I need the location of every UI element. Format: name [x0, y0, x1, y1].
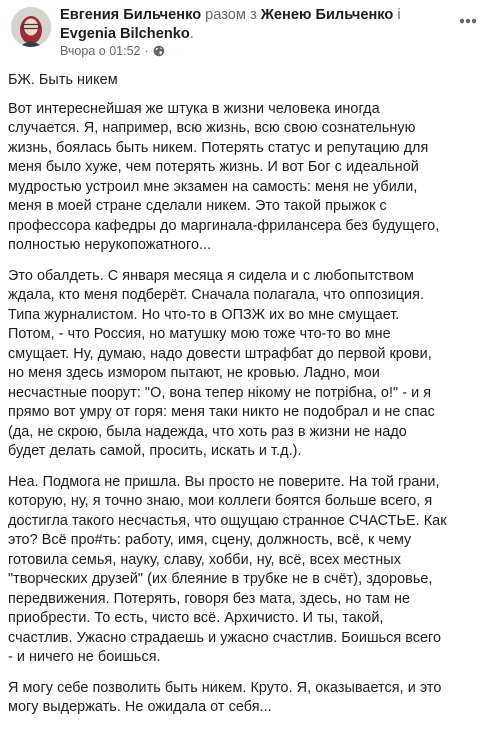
author-tertiary-link[interactable]: Evgenia Bilchenko [60, 26, 190, 42]
post-paragraph-2: Это обалдеть. С января месяца я сидела и с любопытством ждала, кто меня подберёт. Сначала полагала, что оппозиция. Типа журналистом. Но что-то в ОПЗЖ их во мне смущает. Потом, - что Россия, но матушку мою тоже что-то во мне смущает. Ну, думаю, надо довести штрафбат до первой крови, но меня здесь измором пытают, не кровью. Ладно, мои несчастные поорут: "О, вона тепер нікому не потрібна, о!" - и я прямо вот умру от горя: меня таки никто не подобрал и не спас (да, не скрою, была надежда, что хоть раз в жизни не надо будет делать самой, просить, искать и т.д.). [8, 267, 435, 459]
more-options-button[interactable] [455, 11, 481, 31]
post-paragraph-1: Вот интереснейшая же штука в жизни человека иногда случается. Я, например, всю жизнь, всю свою сознательную жизнь, боялась быть никем. Потерять статус и репутацию для меня было хуже, чем потерять жизнь. И вот Бог с идеальной мудростью устроил мне экзамен на самость: меня не убили, меня в моей стране сделали никем. Это такой прыжок с профессора кафедры до маргинала-фрилансера без будущего, полностью нерукопожатного... [8, 100, 440, 253]
author-primary-link[interactable]: Евгения Бильченко [60, 7, 202, 23]
author-avatar[interactable] [11, 7, 51, 47]
author-line [60, 6, 450, 44]
with-text: разом з [201, 7, 261, 23]
more-options-icon [455, 11, 481, 31]
meta-separator: · [144, 44, 149, 58]
avatar-image [11, 7, 51, 47]
post-header [8, 5, 483, 59]
globe-icon[interactable] [153, 45, 165, 57]
post-timestamp[interactable]: Вчора о 01:52 [60, 44, 141, 58]
post-paragraph-3: Неа. Подмога не пришла. Вы просто не поверите. На той грани, которую, ну, я точно знаю, мои коллеги боятся больше всего, я достигла такого несчастья, что ощущаю странное СЧАСТЬЕ. Как это? Всё про#ть: работу, имя, сцену, должность, всё, к чему готовила семья, науку, славу, хобби, ну, всё, всех местных "творческих друзей" (их блеяние в трубке не в счёт), здоровье, передвижения. Потерять, говоря без мата, здесь, но там не приобрести. То есть, чисто всё. Архичисто. И ты, такой, счастлив. Ужасно страдаешь и ужасно счастлив. Боишься всего - и ничего не боишься. [8, 473, 447, 665]
post-paragraph-4: Я могу себе позволить быть никем. Круто. Я, оказывается, и это могу выдержать. Не ожидала от себя... [8, 679, 442, 715]
and-text: і [393, 7, 401, 23]
post-content [8, 71, 484, 729]
post-meta [60, 43, 165, 59]
post-title: БЖ. Быть никем [8, 72, 118, 88]
author-secondary-link[interactable]: Женею Бильченко [260, 7, 394, 23]
period-text: . [189, 26, 194, 42]
